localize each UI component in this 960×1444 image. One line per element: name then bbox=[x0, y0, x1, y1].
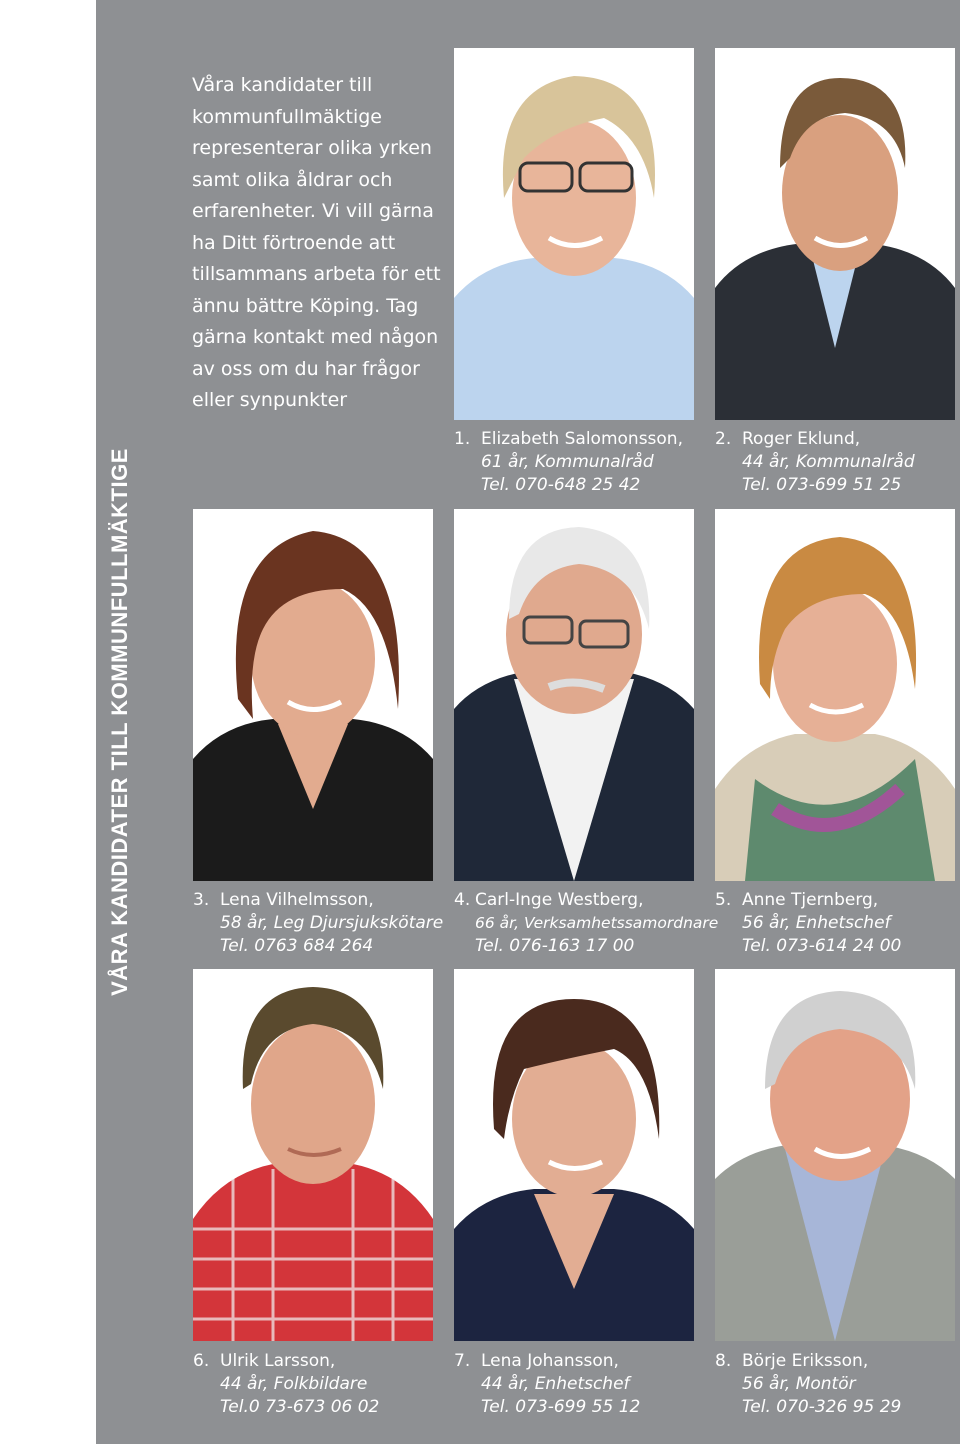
candidate-photo-2 bbox=[715, 48, 955, 420]
candidate-phone: Tel. 073-699 51 25 bbox=[742, 475, 902, 495]
candidate-number: 2. bbox=[715, 429, 732, 449]
candidate-details: 56 år, Enhetschef bbox=[742, 913, 891, 933]
candidate-phone: Tel. 073-614 24 00 bbox=[742, 936, 902, 956]
portrait-icon bbox=[454, 969, 694, 1341]
page-margin bbox=[0, 0, 96, 1444]
candidate-caption-5 bbox=[715, 889, 960, 958]
candidate-photo-6 bbox=[193, 969, 433, 1341]
candidate-caption-1 bbox=[454, 428, 704, 497]
candidate-number: 8. bbox=[715, 1351, 732, 1371]
candidate-details: 44 år, Folkbildare bbox=[220, 1374, 368, 1394]
candidate-name: Roger Eklund, bbox=[742, 429, 861, 449]
candidate-caption-2 bbox=[715, 428, 960, 497]
vertical-section-title: VÅRA KANDIDATER TILL KOMMUNFULLMÄKTIGE bbox=[107, 448, 132, 996]
candidate-photo-5 bbox=[715, 509, 955, 881]
candidate-name: Anne Tjernberg, bbox=[742, 890, 879, 910]
intro-paragraph: Våra kandidater till kommunfullmäktige representerar olika yrken samt olika åldrar och erfarenheter. Vi vill gärna ha Ditt förtroende att tillsammans arbeta för ett ännu bättre Köping. Tag gärna kontakt med någon av oss om du har frågor eller synpunkter bbox=[192, 74, 441, 411]
candidate-photo-8 bbox=[715, 969, 955, 1341]
candidate-phone: Tel. 076-163 17 00 bbox=[475, 936, 635, 956]
portrait-icon bbox=[715, 509, 955, 881]
candidate-caption-7 bbox=[454, 1350, 704, 1419]
candidate-phone: Tel.0 73-673 06 02 bbox=[220, 1397, 380, 1417]
candidate-details: 61 år, Kommunalråd bbox=[481, 452, 654, 472]
candidate-name: Lena Johansson, bbox=[481, 1351, 619, 1371]
candidate-name: Carl-Inge Westberg, bbox=[475, 890, 644, 910]
candidate-name: Elizabeth Salomonsson, bbox=[481, 429, 683, 449]
portrait-icon bbox=[715, 969, 955, 1341]
candidate-caption-8 bbox=[715, 1350, 960, 1419]
candidate-details: 58 år, Leg Djursjukskötare bbox=[220, 913, 444, 933]
candidate-caption-6 bbox=[193, 1350, 443, 1419]
candidate-photo-3 bbox=[193, 509, 433, 881]
candidate-caption-4 bbox=[454, 889, 719, 958]
candidate-details: 44 år, Enhetschef bbox=[481, 1374, 630, 1394]
portrait-icon bbox=[193, 969, 433, 1341]
candidate-photo-7 bbox=[454, 969, 694, 1341]
candidate-number: 4. bbox=[454, 890, 471, 910]
candidate-phone: Tel. 070-648 25 42 bbox=[481, 475, 641, 495]
portrait-icon bbox=[715, 48, 955, 420]
candidate-name: Börje Eriksson, bbox=[742, 1351, 869, 1371]
candidate-number: 6. bbox=[193, 1351, 210, 1371]
candidate-number: 5. bbox=[715, 890, 732, 910]
candidate-name: Ulrik Larsson, bbox=[220, 1351, 336, 1371]
candidate-details: 44 år, Kommunalråd bbox=[742, 452, 915, 472]
portrait-icon bbox=[193, 509, 433, 881]
candidate-details: 66 år, Verksamhetssamordnare bbox=[475, 914, 719, 932]
portrait-icon bbox=[454, 48, 694, 420]
candidate-name: Lena Vilhelmsson, bbox=[220, 890, 374, 910]
candidate-number: 7. bbox=[454, 1351, 471, 1371]
portrait-icon bbox=[454, 509, 694, 881]
candidate-phone: Tel. 0763 684 264 bbox=[220, 936, 374, 956]
candidate-photo-4 bbox=[454, 509, 694, 881]
candidate-photo-1 bbox=[454, 48, 694, 420]
candidate-phone: Tel. 070-326 95 29 bbox=[742, 1397, 902, 1417]
candidate-caption-3 bbox=[193, 889, 443, 958]
candidate-number: 1. bbox=[454, 429, 471, 449]
candidate-phone: Tel. 073-699 55 12 bbox=[481, 1397, 641, 1417]
candidate-number: 3. bbox=[193, 890, 210, 910]
candidate-details: 56 år, Montör bbox=[742, 1374, 856, 1394]
